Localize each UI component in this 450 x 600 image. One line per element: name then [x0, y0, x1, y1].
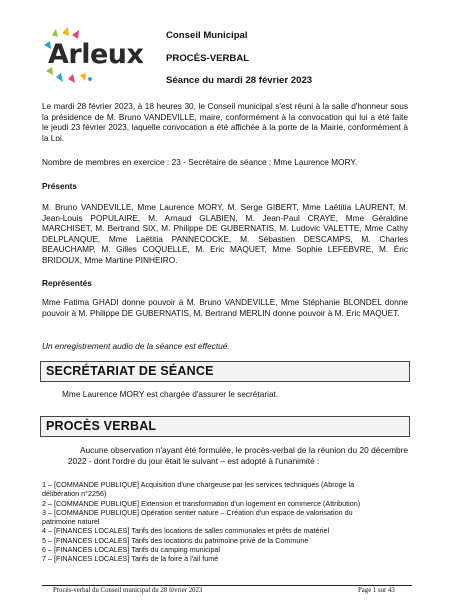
header-title: Conseil Municipal — [166, 30, 248, 41]
secretariat-text: Mme Laurence MORY est chargée d'assurer le secrétariat. — [62, 389, 279, 399]
agenda-item: 1 – [COMMANDE PUBLIQUE] Acquisition d'une chargeuse par les services techniques (Abroge la — [42, 480, 355, 489]
agenda-item: délibération n°2256) — [42, 489, 107, 499]
presents-heading: Présents — [42, 181, 78, 191]
proces-verbal-text: Aucune observation n'ayant été formulée, le procès-verbal de la réunion du 20 décembre 2022 - dont l'ordre du jour était le suivant – est adopté à l'unanimité : — [68, 445, 408, 466]
page-number: Page 1 sur 43 — [358, 587, 395, 594]
audio-note: Un enregistrement audio de la séance est effectué. — [42, 341, 230, 351]
represented-heading: Représentés — [42, 278, 92, 288]
section-proces-verbal-title: PROCÈS VERBAL — [46, 419, 157, 433]
session-date: Séance du mardi 28 février 2023 — [166, 75, 313, 86]
intro-paragraph: Le mardi 28 février 2023, à 18 heures 30, le Conseil municipal s'est réuni à la salle d'honneur sous la présidence de M. Bruno VANDEVILLE, maire, conformément à la convocation qui lui a été faite le jeudi 23 février 2023, laquelle convocation a été affichée à la porte de la Mairie, conformément à la Loi. — [42, 101, 408, 143]
footer-left: Procès-verbal du Conseil municipal du 28 février 2023 — [53, 587, 203, 594]
agenda-list — [42, 480, 422, 564]
agenda-item: 3 – [COMMANDE PUBLIQUE] Opération sentier nature – Création d'un espace de valorisation du — [42, 507, 353, 517]
presents-list: M. Bruno VANDEVILLE, Mme Laurence MORY, M. Serge GIBERT, Mme Laëtitia LAURENT, M. Jean-Louis POPULAIRE, M. Arnaud GLABIEN, M. Jean-Paul CRAYE, Mme Géraldine MARCHISET, M. Bertrand SIX, M. Philippe DE GUBERNATIS, M. Ludovic VALETTE, Mme Cathy DELPLANQUE, Mme Laëtitia PANNECOCKE, M. Sébastien DESCAMPS, M. Charles BEAUCHAMP, M. Gilles COQUELLE, M. Eric MAQUET, Mme Sophie LEFEBVRE, M. Éric BRIDOUX, Mme Martine PINHEIRO. — [42, 202, 408, 265]
logo-text: Arleux — [48, 39, 144, 70]
agenda-item: 5 – [FINANCES LOCALES] Tarifs des locations du patrimoine privé de la Commune — [42, 535, 309, 545]
agenda-item: 2 – [COMMANDE PUBLIQUE] Extension et transformation d'un logement en commerce (Attribution) — [42, 498, 361, 508]
members-line: Nombre de membres en exercice : 23 - Secrétaire de séance : Mme Laurence MORY. — [42, 157, 358, 167]
header-subtitle: PROCÈS-VERBAL — [166, 53, 250, 64]
represented-list: Mme Fatima GHADI donne pouvoir à M. Bruno VANDEVILLE, Mme Stéphanie BLONDEL donne pouvoir à M. Philippe DE GUBERNATIS, M. Bertrand MERLIN donne pouvoir à M. Eric MAQUET. — [42, 297, 408, 318]
agenda-item: 6 – [FINANCES LOCALES] Tarifs du camping municipal — [42, 545, 221, 555]
section-secretariat-title: SECRÉTARIAT DE SÉANCE — [46, 364, 214, 378]
agenda-item: 7 – [FINANCES LOCALES] Tarifs de la foire à l'ail fumé — [42, 554, 219, 564]
footer-divider — [42, 585, 412, 586]
arleux-logo — [42, 27, 152, 85]
section-proces-verbal — [40, 416, 410, 437]
agenda-item: patrimoine naturel — [42, 517, 100, 527]
section-secretariat — [40, 361, 410, 382]
agenda-item: 4 – [FINANCES LOCALES] Tarifs des locations de salles communales et prêts de matériel — [42, 526, 330, 536]
